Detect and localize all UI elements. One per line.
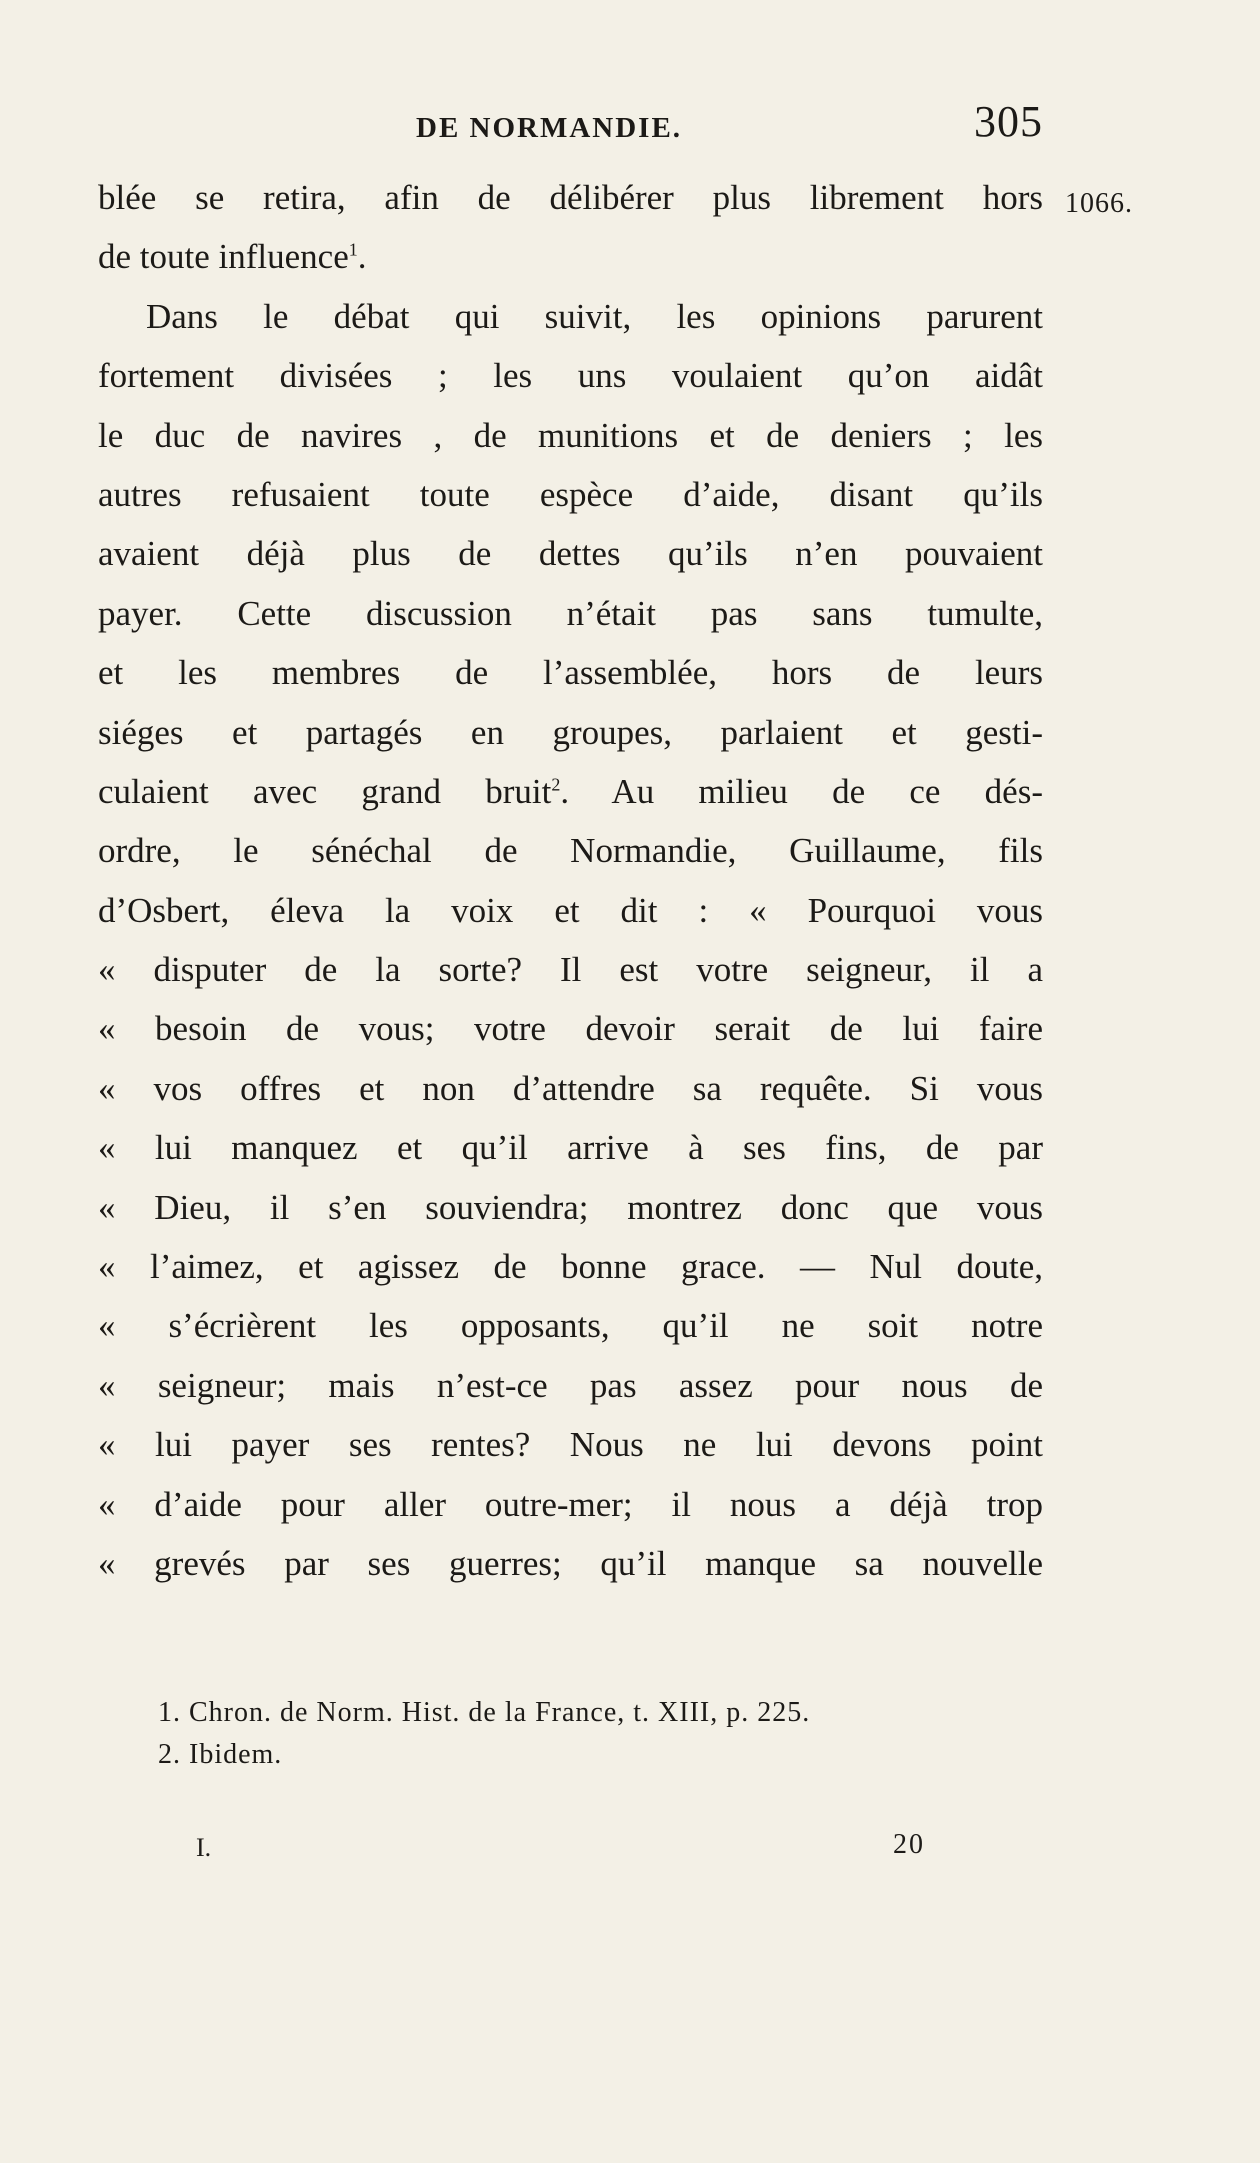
text-line-segment: culaient avec grand bruit <box>98 771 552 811</box>
text-line: « grevés par ses guerres; qu’il manque sa nouvelle <box>98 1543 1043 1583</box>
running-title: DE NORMANDIE. <box>416 112 683 144</box>
text-line: payer. Cette discussion n’était pas sans tumulte, <box>98 593 1043 633</box>
footnotes <box>158 1692 1048 1776</box>
text-line: « disputer de la sorte? Il est votre seigneur, il a <box>98 950 1043 990</box>
text-line: « seigneur; mais n’est-ce pas assez pour nous de <box>98 1365 1043 1405</box>
text-line: le duc de navires , de munitions et de deniers ; les <box>98 415 1043 455</box>
text-line: autres refusaient toute espèce d’aide, disant qu’ils <box>98 474 1043 514</box>
text-line: « besoin de vous; votre devoir serait de lui faire <box>98 1009 1043 1049</box>
text-line: avaient déjà plus de dettes qu’ils n’en pouvaient <box>98 534 1043 574</box>
footnote-ref: 2 <box>551 774 561 795</box>
text-line-segment: de toute influence <box>98 237 349 277</box>
page-number: 305 <box>974 97 1043 146</box>
footnote-1: 1. Chron. de Norm. Hist. de la France, t. XIII, p. 225. <box>158 1697 811 1728</box>
text-line <box>98 227 1043 286</box>
margin-year-note: 1066. <box>1065 188 1133 219</box>
text-line: siéges et partagés en groupes, parlaient et gesti- <box>98 712 1043 752</box>
body-text <box>98 168 1043 1593</box>
signature-mark: I. <box>196 1833 212 1862</box>
text-line: fortement divisées ; les uns voulaient qu’on aidât <box>98 356 1043 396</box>
text-line: « l’aimez, et agissez de bonne grace. — Nul doute, <box>98 1247 1043 1287</box>
text-line: « d’aide pour aller outre-mer; il nous a déjà trop <box>98 1484 1043 1524</box>
text-line: Dans le débat qui suivit, les opinions parurent <box>146 296 1043 336</box>
text-line: blée se retira, afin de délibérer plus librement hors <box>98 178 1043 217</box>
text-line: « vos offres et non d’attendre sa requête. Si vous <box>98 1068 1043 1108</box>
text-line: « lui payer ses rentes? Nous ne lui devons point <box>98 1425 1043 1465</box>
text-line: « lui manquez et qu’il arrive à ses fins, de par <box>98 1128 1043 1168</box>
footnote-ref: 1 <box>348 239 358 260</box>
text-line-segment: . <box>357 237 367 277</box>
page-header <box>98 96 1043 156</box>
text-line: « s’écrièrent les opposants, qu’il ne soit notre <box>98 1306 1043 1346</box>
text-line-segment: . Au milieu de ce dés- <box>560 771 1043 811</box>
text-line: « Dieu, il s’en souviendra; montrez donc que vous <box>98 1187 1043 1227</box>
text-line: et les membres de l’assemblée, hors de leurs <box>98 653 1043 693</box>
text-line: ordre, le sénéchal de Normandie, Guillaume, fils <box>98 831 1043 871</box>
sheet-number: 20 <box>893 1829 925 1860</box>
text-line <box>98 762 1043 821</box>
footnote-2: 2. Ibidem. <box>158 1739 283 1770</box>
text-line: d’Osbert, éleva la voix et dit : « Pourquoi vous <box>98 890 1043 930</box>
